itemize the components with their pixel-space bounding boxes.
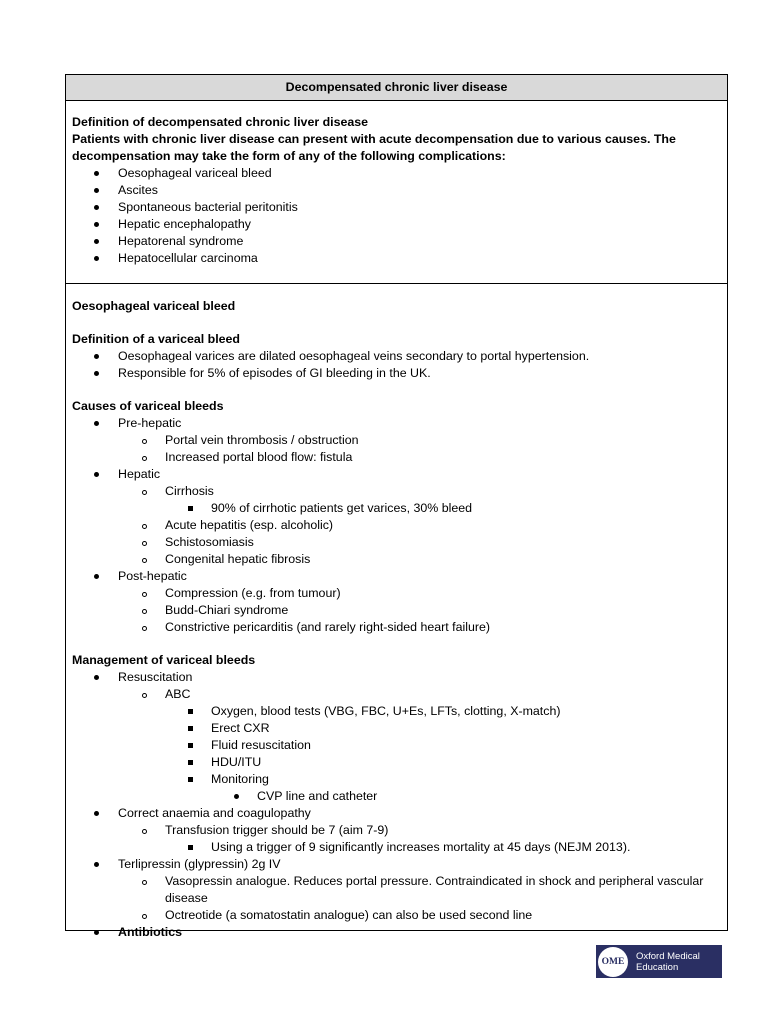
intro-text: decompensation may take the form of any of the following complications: [72, 149, 506, 163]
bullet-icon [188, 743, 193, 748]
bullet-icon [94, 930, 99, 935]
list-item: HDU/ITU [72, 754, 721, 771]
list-item: Hepatocellular carcinoma [72, 250, 721, 267]
list-item: Transfusion trigger should be 7 (aim 7-9) [72, 822, 721, 839]
bullet-icon [234, 794, 239, 799]
list-item: Cirrhosis [72, 483, 721, 500]
bullet-icon [142, 626, 147, 631]
list-item: Increased portal blood flow: fistula [72, 449, 721, 466]
bullet-icon [94, 811, 99, 816]
bullet-icon [188, 709, 193, 714]
bullet-icon [142, 456, 147, 461]
bullet-icon [94, 256, 99, 261]
list-item: Pre-hepatic [72, 415, 721, 432]
logo-badge: OME [598, 947, 628, 977]
list-item: Oesophageal varices are dilated oesophageal veins secondary to portal hypertension. [72, 348, 721, 365]
bullet-icon [94, 239, 99, 244]
bullet-icon [142, 829, 147, 834]
bullet-icon [188, 845, 193, 850]
list-item: Hepatic [72, 466, 721, 483]
bullet-icon [188, 777, 193, 782]
section-heading: Oesophageal variceal bleed [72, 299, 236, 313]
list-item: Acute hepatitis (esp. alcoholic) [72, 517, 721, 534]
list-item: Compression (e.g. from tumour) [72, 585, 721, 602]
bullet-icon [142, 592, 147, 597]
bullet-icon [142, 558, 147, 563]
list-item: Terlipressin (glypressin) 2g IV [72, 856, 721, 873]
bullet-icon [94, 171, 99, 176]
list-item: Oesophageal variceal bleed [72, 165, 721, 182]
list-item: Correct anaemia and coagulopathy [72, 805, 721, 822]
bullet-icon [94, 371, 99, 376]
section-heading: Definition of decompensated chronic liver disease [72, 115, 369, 129]
bullet-icon [94, 222, 99, 227]
variceal-bleed-cell [66, 284, 727, 941]
list-item: Octreotide (a somatostatin analogue) can also be used second line [72, 907, 721, 924]
table-title: Decompensated chronic liver disease [66, 75, 727, 101]
bullet-icon [142, 693, 147, 698]
list-item: Post-hepatic [72, 568, 721, 585]
subsection-heading: Management of variceal bleeds [72, 653, 256, 667]
subsection-heading: Definition of a variceal bleed [72, 332, 241, 346]
list-item: Hepatic encephalopathy [72, 216, 721, 233]
bullet-icon [142, 490, 147, 495]
bullet-icon [142, 880, 147, 885]
document-table [65, 74, 728, 939]
list-item: Ascites [72, 182, 721, 199]
bullet-icon [142, 524, 147, 529]
bullet-icon [142, 914, 147, 919]
intro-text: Patients with chronic liver disease can present with acute decompensation due to various causes. The [72, 132, 676, 146]
bullet-icon [142, 609, 147, 614]
list-item: 90% of cirrhotic patients get varices, 30% bleed [72, 500, 721, 517]
list-item: Constrictive pericarditis (and rarely right-sided heart failure) [72, 619, 721, 636]
list-item: Resuscitation [72, 669, 721, 686]
list-item: CVP line and catheter [72, 788, 721, 805]
list-item: Antibiotics [72, 924, 721, 941]
bullet-icon [142, 439, 147, 444]
bullet-icon [188, 760, 193, 765]
list-item: Schistosomiasis [72, 534, 721, 551]
bullet-icon [94, 862, 99, 867]
bullet-icon [94, 421, 99, 426]
list-item: Erect CXR [72, 720, 721, 737]
oxford-medical-education-logo [596, 945, 722, 978]
list-item: Using a trigger of 9 significantly increases mortality at 45 days (NEJM 2013). [72, 839, 721, 856]
list-item: Monitoring [72, 771, 721, 788]
bullet-icon [94, 205, 99, 210]
list-item: Hepatorenal syndrome [72, 233, 721, 250]
list-item: ABC [72, 686, 721, 703]
bullet-icon [94, 574, 99, 579]
bullet-icon [94, 188, 99, 193]
bullet-icon [94, 354, 99, 359]
bullet-icon [94, 472, 99, 477]
list-item: Oxygen, blood tests (VBG, FBC, U+Es, LFTs, clotting, X-match) [72, 703, 721, 720]
list-item: Congenital hepatic fibrosis [72, 551, 721, 568]
bullet-icon [142, 541, 147, 546]
subsection-heading: Causes of variceal bleeds [72, 399, 224, 413]
bullet-icon [94, 675, 99, 680]
list-item: Spontaneous bacterial peritonitis [72, 199, 721, 216]
definition-cell [66, 101, 727, 284]
list-item: Budd-Chiari syndrome [72, 602, 721, 619]
bullet-icon [188, 726, 193, 731]
logo-text: Oxford Medical Education [636, 950, 700, 973]
bullet-icon [188, 506, 193, 511]
list-item: Portal vein thrombosis / obstruction [72, 432, 721, 449]
list-item: Responsible for 5% of episodes of GI bleeding in the UK. [72, 365, 721, 382]
list-item: Vasopressin analogue. Reduces portal pressure. Contraindicated in shock and peripheral vascular disease [72, 873, 721, 907]
list-item: Fluid resuscitation [72, 737, 721, 754]
